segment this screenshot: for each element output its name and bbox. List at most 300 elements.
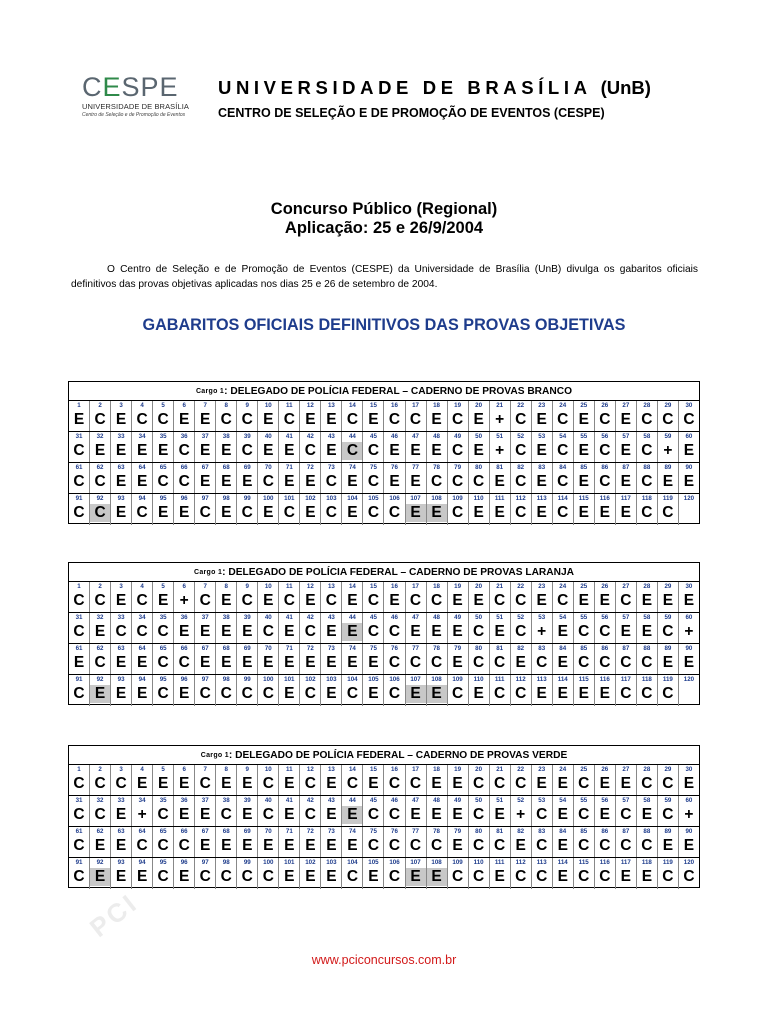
table-row	[69, 827, 699, 858]
answer-value: C	[557, 411, 569, 428]
table-row	[69, 401, 699, 432]
answer-value: C	[283, 592, 295, 609]
question-number: 119	[662, 859, 673, 866]
answer-cell	[132, 675, 153, 706]
question-number: 39	[243, 614, 251, 621]
question-number: 120	[683, 859, 695, 866]
question-number: 42	[306, 433, 314, 440]
question-number: 21	[496, 402, 504, 409]
answer-cell	[637, 613, 658, 643]
answer-value: E	[157, 775, 169, 792]
answer-cell	[595, 675, 616, 706]
answer-value: E	[115, 837, 127, 854]
answer-value: C	[620, 654, 632, 671]
question-number: 37	[201, 797, 209, 804]
question-number: 98	[222, 495, 230, 502]
logo-tagline: Centro de Seleção e de Promoção de Eventos	[82, 112, 186, 118]
question-number: 67	[201, 645, 209, 652]
answer-cell	[195, 675, 216, 706]
answer-cell	[511, 796, 532, 826]
answer-value: E	[305, 504, 316, 521]
answer-value: C	[662, 775, 674, 792]
answer-cell	[342, 644, 363, 674]
question-number: 49	[454, 614, 462, 621]
answer-cell	[153, 796, 174, 826]
answer-value: E	[115, 592, 127, 609]
question-number: 44	[348, 797, 356, 804]
question-number: 109	[452, 676, 463, 683]
answer-cell	[448, 401, 469, 431]
answer-value: E	[410, 442, 421, 459]
answer-cell	[532, 582, 553, 612]
answer-cell	[658, 494, 679, 525]
answer-value: E	[221, 837, 232, 854]
answer-value: E	[284, 654, 295, 671]
question-number: 6	[182, 402, 186, 409]
answer-cell	[679, 644, 699, 674]
answer-cell	[216, 675, 237, 706]
answer-value: C	[367, 473, 380, 490]
answer-cell	[216, 401, 237, 431]
question-number: 79	[454, 828, 462, 835]
answer-cell	[69, 463, 90, 493]
answer-value: E	[536, 473, 547, 490]
answer-value: E	[473, 442, 484, 459]
answer-cell	[553, 401, 574, 431]
answer-value: E	[536, 504, 547, 521]
answer-cell	[300, 613, 321, 643]
answer-cell	[258, 644, 279, 674]
answer-cell	[363, 765, 384, 795]
answer-cell	[616, 765, 637, 795]
question-number: 4	[140, 583, 144, 590]
question-number: 81	[496, 464, 504, 471]
question-number: 89	[664, 645, 672, 652]
answer-cell	[90, 827, 111, 857]
answer-value: C	[451, 868, 464, 885]
question-number: 118	[641, 676, 652, 683]
question-number: 79	[454, 464, 462, 471]
answer-cell	[553, 675, 574, 706]
answer-cell	[216, 827, 237, 857]
question-number: 109	[452, 859, 463, 866]
question-number: 58	[643, 614, 651, 621]
answer-cell	[532, 613, 553, 643]
question-number: 92	[96, 676, 104, 683]
answer-value: C	[473, 868, 485, 885]
answer-cell	[448, 494, 469, 525]
answer-value: E	[410, 623, 421, 640]
question-number: 93	[117, 495, 125, 502]
question-number: 63	[117, 828, 125, 835]
question-number: 41	[285, 433, 293, 440]
answer-value: +	[495, 442, 505, 459]
question-number: 118	[641, 495, 652, 502]
question-number: 92	[96, 495, 104, 502]
question-number: 44	[348, 614, 356, 621]
question-number: 106	[389, 495, 400, 502]
answer-cell	[216, 644, 237, 674]
answer-value: C	[515, 473, 527, 490]
answer-cell	[511, 463, 532, 493]
answer-value: E	[557, 623, 568, 640]
question-number: 6	[182, 583, 186, 590]
question-number: 69	[243, 828, 251, 835]
answer-value: E	[284, 623, 295, 640]
question-number: 61	[75, 464, 83, 471]
answer-cell	[195, 494, 216, 525]
question-number: 78	[433, 645, 440, 652]
question-number: 66	[180, 828, 188, 835]
cespe-logo-wordmark: CESPE	[82, 72, 179, 102]
answer-cell	[553, 796, 574, 826]
question-number: 69	[243, 464, 251, 471]
question-number: 24	[559, 583, 567, 590]
question-number: 25	[580, 766, 588, 773]
question-number: 5	[161, 583, 165, 590]
answer-cell	[111, 613, 132, 643]
answer-cell	[595, 644, 616, 674]
answer-cell	[153, 827, 174, 857]
answer-value: C	[409, 411, 422, 428]
answer-value: C	[557, 592, 569, 609]
answer-cell	[616, 858, 637, 889]
answer-value: C	[157, 806, 169, 823]
answer-value: C	[641, 685, 653, 702]
answer-cell	[237, 858, 258, 889]
answer-cell	[532, 765, 553, 795]
answer-value: C	[367, 837, 380, 854]
question-number: 83	[538, 828, 546, 835]
answer-value: E	[305, 411, 316, 428]
answer-cell	[237, 765, 258, 795]
answer-cell	[342, 675, 363, 706]
question-number: 120	[683, 495, 695, 502]
question-number: 37	[201, 433, 209, 440]
question-number: 29	[664, 402, 672, 409]
answer-table-verde	[68, 745, 700, 888]
question-number: 68	[222, 464, 230, 471]
answer-value: C	[683, 411, 695, 428]
answer-cell	[258, 401, 279, 431]
answer-value: E	[284, 442, 295, 459]
question-number: 13	[327, 583, 335, 590]
answer-cell	[616, 494, 637, 525]
question-number: 51	[496, 433, 504, 440]
question-number: 49	[454, 797, 462, 804]
question-number: 48	[433, 433, 440, 440]
answer-cell	[532, 463, 553, 493]
answer-value: C	[662, 504, 674, 521]
answer-value: C	[473, 806, 485, 823]
question-number: 42	[306, 797, 314, 804]
answer-value: E	[263, 837, 274, 854]
answer-value: C	[115, 623, 127, 640]
answer-cell	[300, 765, 321, 795]
question-number: 84	[559, 645, 567, 652]
answer-value: E	[263, 654, 274, 671]
question-number: 27	[622, 583, 630, 590]
answer-cell	[174, 463, 195, 493]
answer-cell	[363, 796, 384, 826]
answer-value: E	[157, 592, 169, 609]
answer-value: C	[178, 837, 190, 854]
question-number: 30	[685, 583, 693, 590]
answer-value: E	[406, 685, 426, 703]
question-number: 34	[138, 614, 146, 621]
answer-value: C	[641, 775, 653, 792]
answer-cell	[237, 827, 258, 857]
question-number: 81	[496, 645, 504, 652]
answer-value: E	[368, 685, 379, 702]
answer-cell	[132, 432, 153, 462]
answer-value: C	[346, 685, 359, 702]
question-number: 79	[454, 645, 462, 652]
question-number: 68	[222, 828, 230, 835]
question-number: 35	[159, 433, 167, 440]
question-number: 20	[475, 766, 483, 773]
answer-value: C	[342, 442, 362, 460]
question-number: 64	[138, 464, 146, 471]
answer-cell	[90, 463, 111, 493]
question-number: 16	[391, 583, 398, 590]
question-number: 80	[475, 464, 483, 471]
answer-value: E	[578, 411, 589, 428]
question-number: 112	[515, 495, 526, 502]
answer-cell	[406, 582, 427, 612]
question-number: 116	[599, 495, 610, 502]
answer-value: E	[221, 504, 232, 521]
question-number: 10	[264, 766, 272, 773]
answer-cell	[195, 858, 216, 889]
question-number: 86	[601, 464, 609, 471]
answer-cell	[153, 582, 174, 612]
question-number: 95	[159, 676, 167, 683]
question-number: 15	[370, 583, 377, 590]
answer-cell	[679, 613, 699, 643]
answer-value: E	[347, 592, 358, 609]
question-number: 3	[119, 766, 123, 773]
answer-cell	[469, 858, 490, 889]
question-number: 3	[119, 402, 123, 409]
answer-cell	[384, 644, 405, 674]
question-number: 68	[222, 645, 230, 652]
answer-value: E	[242, 775, 253, 792]
answer-cell	[574, 644, 595, 674]
answer-cell	[321, 858, 342, 889]
answer-cell	[616, 432, 637, 462]
answer-value: C	[641, 473, 653, 490]
answer-cell	[574, 432, 595, 462]
answer-cell	[595, 858, 616, 889]
answer-value: E	[136, 868, 148, 885]
answer-value: E	[662, 654, 674, 671]
answer-cell	[195, 644, 216, 674]
answer-cell	[279, 675, 300, 706]
answer-cell	[448, 644, 469, 674]
answer-value: E	[536, 775, 547, 792]
answer-cell	[427, 675, 448, 706]
question-number: 36	[180, 433, 188, 440]
question-number: 1	[77, 766, 81, 773]
question-number: 103	[326, 495, 337, 502]
question-number: 14	[348, 402, 356, 409]
question-number: 64	[138, 828, 146, 835]
answer-cell	[216, 463, 237, 493]
answer-cell	[384, 765, 405, 795]
answer-value: E	[284, 685, 295, 702]
answer-value: C	[262, 775, 274, 792]
answer-cell	[427, 644, 448, 674]
answer-cell	[490, 582, 511, 612]
answer-cell	[363, 494, 384, 525]
answer-cell	[279, 463, 300, 493]
answer-value: C	[430, 592, 443, 609]
question-number: 24	[559, 766, 567, 773]
answer-value: C	[536, 868, 548, 885]
answer-cell	[153, 858, 174, 889]
answer-value: E	[578, 592, 589, 609]
answer-cell	[174, 613, 195, 643]
question-number: 85	[580, 645, 588, 652]
answer-cell	[679, 796, 699, 826]
answer-value: E	[368, 411, 379, 428]
answer-value: C	[662, 806, 674, 823]
question-number: 67	[201, 464, 209, 471]
question-number: 40	[264, 614, 272, 621]
answer-value: E	[389, 442, 400, 459]
answer-value: C	[241, 442, 253, 459]
question-number: 117	[620, 859, 631, 866]
question-number: 4	[140, 766, 144, 773]
question-number: 65	[159, 645, 167, 652]
answer-value: C	[73, 868, 85, 885]
answer-value: E	[406, 504, 426, 522]
question-number: 72	[306, 828, 314, 835]
answer-value: C	[388, 837, 401, 854]
answer-value: E	[427, 868, 447, 886]
answer-cell	[195, 613, 216, 643]
answer-cell	[532, 675, 553, 706]
answer-cell	[90, 401, 111, 431]
answer-cell	[132, 827, 153, 857]
answer-value: E	[431, 411, 442, 428]
answer-value: C	[578, 775, 590, 792]
cespe-logo	[82, 74, 192, 124]
answer-cell	[132, 582, 153, 612]
answer-cell	[679, 827, 699, 857]
answer-value: C	[430, 654, 443, 671]
answer-cell	[342, 432, 363, 462]
question-number: 112	[515, 676, 526, 683]
answer-value: E	[221, 442, 232, 459]
question-number: 1	[77, 402, 81, 409]
answer-value: E	[179, 806, 190, 823]
answer-cell	[69, 796, 90, 826]
answer-value: C	[283, 504, 295, 521]
answer-value: +	[137, 806, 147, 823]
answer-cell	[90, 796, 111, 826]
answer-value: C	[578, 837, 590, 854]
question-number: 71	[285, 828, 293, 835]
answer-cell	[469, 644, 490, 674]
answer-cell	[553, 765, 574, 795]
question-number: 75	[370, 828, 377, 835]
answer-cell	[90, 675, 111, 706]
question-number: 40	[264, 433, 272, 440]
answer-cell	[279, 858, 300, 889]
answer-cell	[490, 613, 511, 643]
answer-cell	[69, 675, 90, 706]
question-number: 12	[306, 766, 314, 773]
answer-cell	[595, 494, 616, 525]
university-name: UNIVERSIDADE DE BRASÍLIA (UnB)	[218, 77, 651, 98]
answer-cell	[300, 827, 321, 857]
answer-value: E	[94, 837, 106, 854]
answer-value: E	[557, 806, 568, 823]
answer-value: E	[342, 806, 362, 824]
answer-value: C	[430, 837, 443, 854]
answer-cell	[321, 675, 342, 706]
answer-cell	[384, 796, 405, 826]
answer-value: C	[90, 504, 110, 522]
answer-cell	[532, 827, 553, 857]
question-number: 84	[559, 464, 567, 471]
question-number: 111	[494, 676, 505, 683]
answer-cell	[279, 401, 300, 431]
answer-value: E	[73, 411, 85, 428]
answer-cell	[321, 796, 342, 826]
question-number: 89	[664, 464, 672, 471]
answer-value: E	[620, 504, 631, 521]
answer-cell	[279, 494, 300, 525]
answer-value: C	[557, 442, 569, 459]
answer-cell	[237, 644, 258, 674]
answer-value: C	[620, 592, 632, 609]
answer-cell	[90, 613, 111, 643]
question-number: 90	[685, 645, 693, 652]
answer-value: +	[179, 592, 189, 609]
answer-value: E	[473, 592, 484, 609]
question-number: 87	[622, 464, 630, 471]
answer-cell	[153, 432, 174, 462]
question-number: 47	[412, 797, 419, 804]
answer-cell	[69, 858, 90, 889]
answer-cell	[195, 401, 216, 431]
answer-value: C	[578, 654, 590, 671]
answer-cell	[363, 613, 384, 643]
question-number: 93	[117, 676, 125, 683]
question-number: 21	[496, 766, 504, 773]
question-number: 46	[391, 797, 398, 804]
answer-value: E	[662, 473, 674, 490]
answer-cell	[658, 582, 679, 612]
answer-value: E	[620, 473, 631, 490]
aplicacao-date: Aplicação: 25 e 26/9/2004	[284, 219, 484, 237]
answer-value: C	[199, 685, 211, 702]
answer-cell	[427, 494, 448, 525]
answer-value: C	[473, 775, 485, 792]
answer-cell	[448, 675, 469, 706]
answer-cell	[406, 796, 427, 826]
question-number: 62	[96, 645, 104, 652]
question-number: 15	[370, 766, 377, 773]
question-number: 81	[496, 828, 504, 835]
answer-cell	[553, 827, 574, 857]
answer-value: E	[494, 504, 505, 521]
answer-value: C	[515, 775, 527, 792]
answer-value: E	[620, 442, 631, 459]
